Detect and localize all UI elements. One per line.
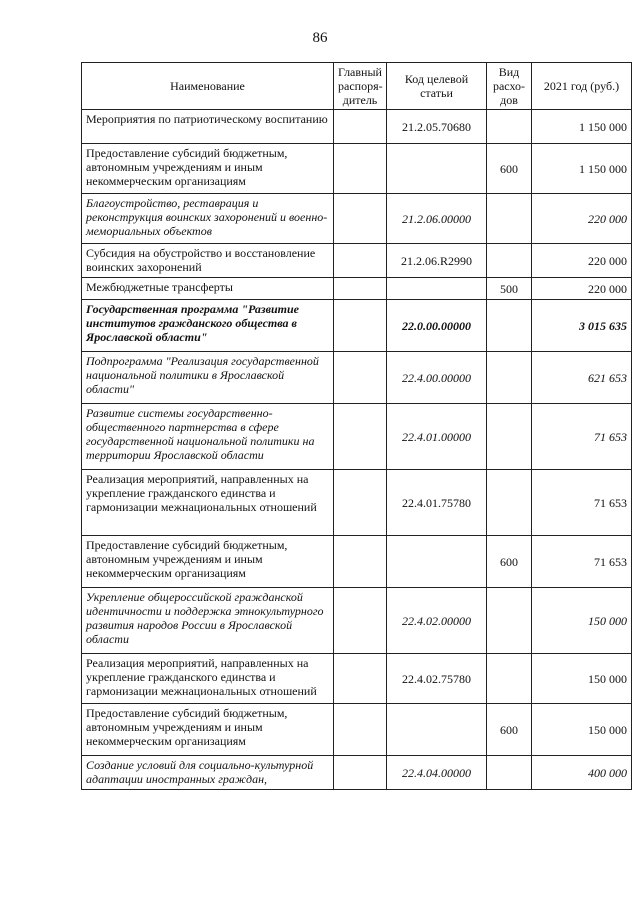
row-type [487, 756, 532, 790]
table-body [82, 110, 632, 790]
row-code: 22.4.04.00000 [387, 756, 487, 790]
row-type: 600 [487, 144, 532, 194]
row-amount: 71 653 [532, 470, 632, 536]
row-amount: 220 000 [532, 194, 632, 244]
row-type [487, 244, 532, 278]
row-name: Укрепление общероссийской гражданской идентичности и поддержка этнокультурного развития народов России в Ярославской области [82, 588, 334, 654]
table-row [82, 300, 632, 352]
row-admin [334, 110, 387, 144]
row-admin [334, 278, 387, 300]
row-code: 22.4.01.75780 [387, 470, 487, 536]
table-row [82, 244, 632, 278]
row-name: Благоустройство, реставрация и реконструкция воинских захоронений и военно-мемориальных объектов [82, 194, 334, 244]
row-amount: 220 000 [532, 278, 632, 300]
row-name: Межбюджетные трансферты [82, 278, 334, 300]
header-year: 2021 год (руб.) [532, 63, 632, 110]
table-row [82, 704, 632, 756]
row-code: 22.0.00.00000 [387, 300, 487, 352]
table-row [82, 404, 632, 470]
page-number: 86 [312, 30, 328, 46]
row-admin [334, 352, 387, 404]
row-code: 22.4.00.00000 [387, 352, 487, 404]
row-type [487, 110, 532, 144]
row-admin [334, 588, 387, 654]
row-type [487, 654, 532, 704]
row-amount: 150 000 [532, 588, 632, 654]
row-type [487, 588, 532, 654]
row-code: 22.4.01.00000 [387, 404, 487, 470]
row-code: 22.4.02.00000 [387, 588, 487, 654]
row-amount: 1 150 000 [532, 110, 632, 144]
row-code [387, 278, 487, 300]
row-name: Реализация мероприятий, направленных на укрепление гражданского единства и гармонизации межнациональных отношений [82, 470, 334, 536]
budget-table [81, 62, 632, 790]
row-amount: 150 000 [532, 704, 632, 756]
row-name: Развитие системы государственно-общественного партнерства в сфере государственной национальной политики на территории Ярославской области [82, 404, 334, 470]
row-amount: 71 653 [532, 404, 632, 470]
table-row [82, 144, 632, 194]
header-type: Вид расхо-дов [487, 63, 532, 110]
table-row [82, 470, 632, 536]
row-amount: 1 150 000 [532, 144, 632, 194]
row-amount: 400 000 [532, 756, 632, 790]
row-admin [334, 470, 387, 536]
row-type: 600 [487, 536, 532, 588]
row-amount: 3 015 635 [532, 300, 632, 352]
table-row [82, 756, 632, 790]
row-amount: 220 000 [532, 244, 632, 278]
row-amount: 621 653 [532, 352, 632, 404]
row-name: Предоставление субсидий бюджетным, автономным учреждениям и иным некоммерческим организациям [82, 704, 334, 756]
table-row [82, 278, 632, 300]
row-code: 22.4.02.75780 [387, 654, 487, 704]
row-admin [334, 654, 387, 704]
row-type: 500 [487, 278, 532, 300]
table-row [82, 654, 632, 704]
row-admin [334, 404, 387, 470]
table-row [82, 352, 632, 404]
header-row [82, 63, 632, 110]
row-code: 21.2.06.00000 [387, 194, 487, 244]
row-name: Субсидия на обустройство и восстановление воинских захоронений [82, 244, 334, 278]
row-admin [334, 756, 387, 790]
row-type [487, 300, 532, 352]
row-name: Предоставление субсидий бюджетным, автономным учреждениям и иным некоммерческим организациям [82, 536, 334, 588]
row-type [487, 404, 532, 470]
header-name: Наименование [82, 63, 334, 110]
row-code: 21.2.05.70680 [387, 110, 487, 144]
row-type [487, 352, 532, 404]
table-row [82, 110, 632, 144]
table-row [82, 536, 632, 588]
row-admin [334, 194, 387, 244]
row-name: Создание условий для социально-культурной адаптации иностранных граждан, [82, 756, 334, 790]
row-admin [334, 704, 387, 756]
row-code [387, 536, 487, 588]
row-type [487, 470, 532, 536]
header-admin: Главный распоря-дитель [334, 63, 387, 110]
header-code: Код целевой статьи [387, 63, 487, 110]
row-name: Подпрограмма "Реализация государственной национальной политики в Ярославской области" [82, 352, 334, 404]
row-admin [334, 536, 387, 588]
row-admin [334, 244, 387, 278]
row-amount: 71 653 [532, 536, 632, 588]
row-amount: 150 000 [532, 654, 632, 704]
table-row [82, 588, 632, 654]
row-name: Государственная программа "Развитие институтов гражданского общества в Ярославской области" [82, 300, 334, 352]
row-name: Предоставление субсидий бюджетным, автономным учреждениям и иным некоммерческим организациям [82, 144, 334, 194]
row-name: Реализация мероприятий, направленных на укрепление гражданского единства и гармонизации межнациональных отношений [82, 654, 334, 704]
row-admin [334, 144, 387, 194]
row-code [387, 704, 487, 756]
table-row [82, 194, 632, 244]
row-code [387, 144, 487, 194]
row-name: Мероприятия по патриотическому воспитанию [82, 110, 334, 144]
row-admin [334, 300, 387, 352]
row-code: 21.2.06.R2990 [387, 244, 487, 278]
row-type: 600 [487, 704, 532, 756]
row-type [487, 194, 532, 244]
